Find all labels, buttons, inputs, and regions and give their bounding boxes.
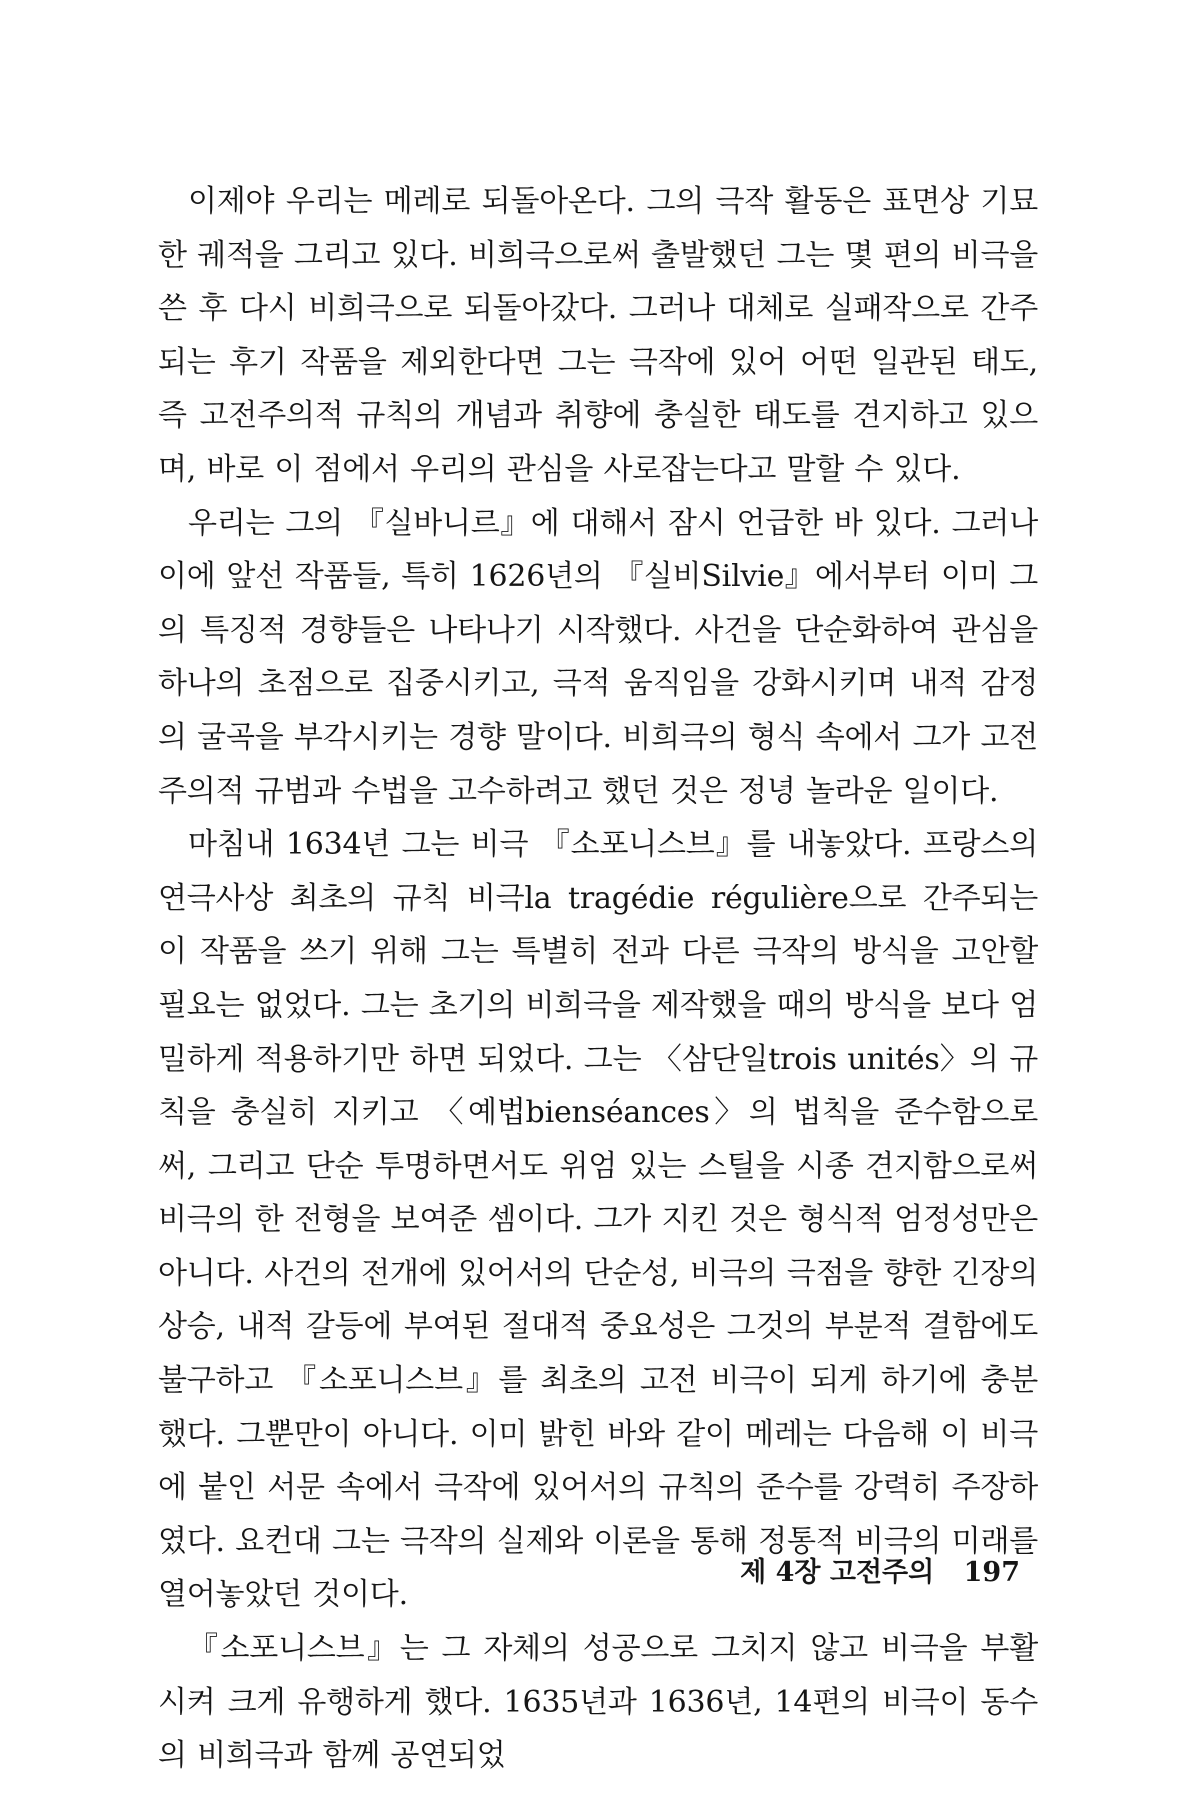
paragraph-4: 『소포니스브』는 그 자체의 성공으로 그치지 않고 비극을 부활시켜 크게 유행하게 했다. 1635년과 1636년, 14편의 비극이 동수의 비희극과 함께 공연되었 [158, 1631, 1038, 1774]
page-number: 197 [963, 1557, 1020, 1588]
paragraph-3: 마침내 1634년 그는 비극 『소포니스브』를 내놓았다. 프랑스의 연극사상 최초의 규칙 비극la tragédie régulière으로 간주되는 이 작품을 쓰기 위해 그는 특별히 전과 다른 극작의 방식을 고안할 필요는 없었다. 그는 초기의 비희극을 제작했을 때의 방식을 보다 엄밀하게 적용하기만 하면 되었다. 그는 〈삼단일trois unités〉의 규칙을 충실히 지키고 〈예법bienséances〉의 법칙을 준수함으로써, 그리고 단순 투명하면서도 위엄 있는 스틸을 시종 견지함으로써 비극의 한 전형을 보여준 셈이다. 그가 지킨 것은 형식적 엄정성만은 아니다. 사건의 전개에 있어서의 단순성, 비극의 극점을 향한 긴장의 상승, 내적 갈등에 부여된 절대적 중요성은 그것의 부분적 결함에도 불구하고 『소포니스브』를 최초의 고전 비극이 되게 하기에 충분했다. 그뿐만이 아니다. 이미 밝힌 바와 같이 메레는 다음해 이 비극에 붙인 서문 속에서 극작에 있어서의 규칙의 준수를 강력히 주장하였다. 요컨대 그는 극작의 실제와 이론을 통해 정통적 비극의 미래를 열어놓았던 것이다. [158, 827, 1038, 1613]
paragraph-1: 이제야 우리는 메레로 되돌아온다. 그의 극작 활동은 표면상 기묘한 궤적을 그리고 있다. 비희극으로써 출발했던 그는 몇 편의 비극을 쓴 후 다시 비희극으로 되돌아갔다. 그러나 대체로 실패작으로 간주되는 후기 작품을 제외한다면 그는 극작에 있어 어떤 일관된 태도, 즉 고전주의적 규칙의 개념과 취향에 충실한 태도를 견지하고 있으며, 바로 이 점에서 우리의 관심을 사로잡는다고 말할 수 있다. [158, 184, 1038, 487]
page-footer [740, 1555, 1020, 1591]
body-text [158, 175, 1038, 1783]
chapter-running-head: 제 4장 고전주의 [740, 1557, 935, 1588]
paragraph-2: 우리는 그의 『실바니르』에 대해서 잠시 언급한 바 있다. 그러나 이에 앞선 작품들, 특히 1626년의 『실비Silvie』에서부터 이미 그의 특징적 경향들은 나타나기 시작했다. 사건을 단순화하여 관심을 하나의 초점으로 집중시키고, 극적 움직임을 강화시키며 내적 감정의 굴곡을 부각시키는 경향 말이다. 비희극의 형식 속에서 그가 고전주의적 규범과 수법을 고수하려고 했던 것은 정녕 놀라운 일이다. [158, 505, 1038, 809]
